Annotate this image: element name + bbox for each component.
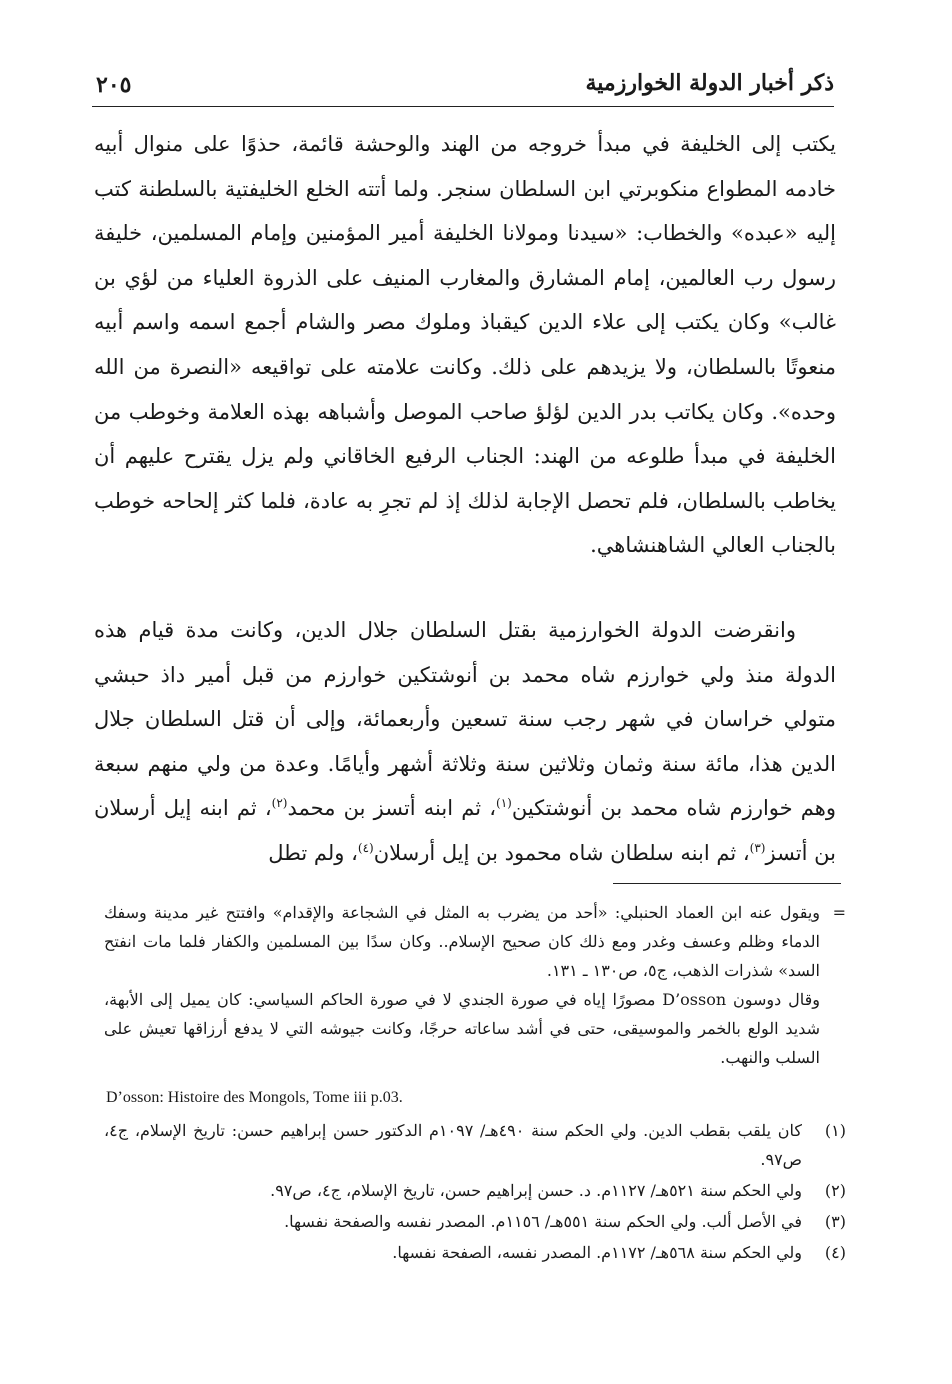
footnote-item xyxy=(104,1176,846,1205)
footnote-text: ولي الحكم سنة ٥٢١هـ/ ١١٢٧م. د. حسن إبراهيم حسن، تاريخ الإسلام، ج٤، ص٩٧. xyxy=(270,1181,802,1200)
paragraph-2-text-b: ، ثم ابنه أتسز بن محمد xyxy=(287,796,496,821)
footnote-separator xyxy=(613,883,841,884)
continuation-paragraph-1: ويقول عنه ابن العماد الحنبلي: «أحد من يضرب به المثل في الشجاعة والإقدام» وافتتح غير مدينة وسفك الدماء وظلم وعسف وغدر ومع ذلك كان صحيح الإسلام.. وكان سدًا بين المسلمين والكفار فلما مات انفتح السد» شذرات الذهب، ج٥، ص١٣٠ ـ ١٣١. xyxy=(104,903,820,980)
page-number: ٢٠٥ xyxy=(96,72,132,98)
continuation-paragraph-2: وقال دوسون D’osson مصورًا إياه في صورة الجندي لا في صورة الحاكم السياسي: كان يميل إلى الأبهة، شديد الولع بالخمر والموسيقى، حتى في أشد ساعاته حرجًا، وكانت جيوشه التي لا يدفع أرزاقها تعيش على السلب والنهب. xyxy=(104,990,821,1067)
footnote-number: (٤) xyxy=(824,1243,846,1262)
footnote-ref-2: (٢) xyxy=(271,796,288,811)
footnote-continuation xyxy=(104,898,846,1072)
footnote-item xyxy=(104,1238,846,1267)
paragraph-2-text-d: ، ثم ابنه سلطان شاه محمود بن إيل أرسلان xyxy=(373,840,750,865)
footnote-number: (٢) xyxy=(824,1181,846,1200)
paragraph-2-text-e: ، ولم تطل xyxy=(268,840,358,865)
footnote-text: في الأصل ألب. ولي الحكم سنة ٥٥١هـ/ ١١٥٦م. المصدر نفسه والصفحة نفسها. xyxy=(284,1212,802,1231)
running-header xyxy=(92,66,834,107)
main-text xyxy=(94,122,836,876)
footnote-text: ولي الحكم سنة ٥٦٨هـ/ ١١٧٢م. المصدر نفسه، الصفحة نفسها. xyxy=(392,1243,802,1262)
footnote-ref-3: (٣) xyxy=(749,840,766,855)
paragraph-1: يكتب إلى الخليفة في مبدأ خروجه من الهند والوحشة قائمة، حذوًا على منوال أبيه خادمه المطواع منكوبرتي ابن السلطان سنجر. ولما أتته الخلع الخليفتية بالسلطنة كتب إليه «عبده» والخطاب: «سيدنا ومولانا الخليفة أمير المؤمنين وإمام المسلمين، خليفة رسول رب العالمين، إمام المشارق والمغارب المنيف على الذروة العلياء من لؤي بن غالب» وكان يكتب إلى علاء الدين كيقباذ وملوك مصر والشام أجمع اسمه واسم أبيه منعوتًا بالسلطان، ولا يزيدهم على ذلك. وكانت علامته على تواقيعه «النصرة من الله وحده». وكان يكاتب بدر الدين لؤلؤ صاحب الموصل وأشباهه بهذه العلامة وخوطب من الخليفة في مبدأ طلوعه من الهند: الجناب الرفيع الخاقاني ولم يزل يقترح عليهم أن يخاطب بالسلطان، فلم تحصل الإجابة لذلك إذ لم تجرِ به عادة، فلما كثر إلحاحه خوطب بالجناب العالي الشاهنشاهي. xyxy=(94,132,836,558)
latin-reference: D’osson: Histoire des Mongols, Tome iii p.03. xyxy=(106,1089,403,1106)
footnote-ref-4: (٤) xyxy=(357,840,374,855)
footnote-number: (٣) xyxy=(824,1212,846,1231)
chapter-title: ذكر أخبار الدولة الخوارزمية xyxy=(585,70,834,96)
footnote-ref-1: (١) xyxy=(496,796,512,811)
paragraph-2-text-a: وانقرضت الدولة الخوارزمية بقتل السلطان جلال الدين، وكانت مدة قيام هذه الدولة منذ ولي خوارزم شاه محمد بن أنوشتكين خوارزم من قبل أمير داذ حبشي متولي خراسان في شهر رجب سنة تسعين وأربعمائة، وإلى أن قتل السلطان جلال الدين هذا، مائة سنة وثمان وثلاثين سنة وثلاثة أشهر وأيامًا. وعدة من ولي منهم سبعة وهم خوارزم شاه محمد بن أنوشتكين xyxy=(94,617,836,821)
footnote-number: (١) xyxy=(824,1121,846,1140)
latin-name: D’osson xyxy=(662,990,727,1009)
paragraph-2 xyxy=(94,608,836,876)
footnote-item xyxy=(104,1207,846,1236)
footnotes xyxy=(104,898,846,1267)
footnote-item xyxy=(104,1116,846,1174)
continuation-marker: = xyxy=(832,903,846,922)
footnote-text: كان يلقب بقطب الدين. ولي الحكم سنة ٤٩٠هـ/ ١٠٩٧م الدكتور حسن إبراهيم حسن: تاريخ الإسلام، ج٤، ص٩٧. xyxy=(104,1121,803,1169)
paragraph-2-text-c: ، ثم ابنه إيل أرسلان بن أتسز xyxy=(94,796,836,865)
